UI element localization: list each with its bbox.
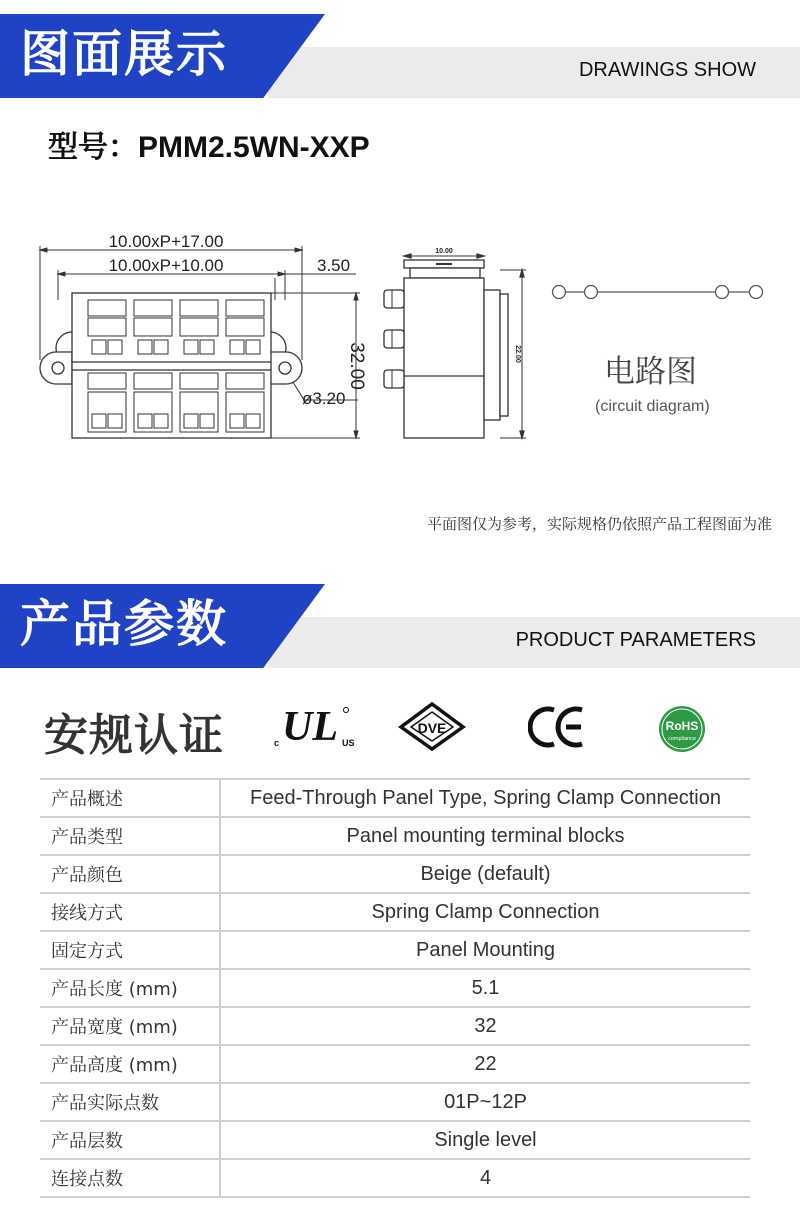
circuit-diagram: [553, 286, 763, 299]
terminal-opening: [200, 340, 214, 354]
param-value: 5.1: [220, 969, 750, 1007]
table-row: [40, 855, 750, 893]
drawing-disclaimer: 平面图仅为参考，实际规格仍依照产品工程图面为准: [426, 515, 772, 533]
side-width-label: 10.00: [435, 248, 453, 255]
drawings-title-zh: 图面展示: [20, 25, 228, 83]
terminal-opening: [108, 340, 122, 354]
drawings-section-header: [0, 14, 800, 98]
ul-logo-icon: [272, 702, 358, 750]
terminal-opening: [246, 414, 260, 428]
param-value: Spring Clamp Connection: [220, 893, 750, 931]
dim-pitch-label: 10.00xP+10.00: [108, 256, 224, 275]
svg-text:RoHS: RoHS: [665, 719, 699, 733]
param-value: Single level: [220, 1121, 750, 1159]
technical-drawing: [0, 220, 800, 460]
terminal-opening: [230, 340, 244, 354]
param-value: Feed-Through Panel Type, Spring Clamp Connection: [220, 779, 750, 817]
side-view: [384, 254, 526, 438]
param-label: 产品长度 (mm): [40, 969, 220, 1007]
terminal-opening: [108, 414, 122, 428]
param-label: 产品类型: [40, 817, 220, 855]
table-row: [40, 1007, 750, 1045]
table-row: [40, 1045, 750, 1083]
param-value: Beige (default): [220, 855, 750, 893]
terminal-opening: [138, 340, 152, 354]
svg-text:DVE: DVE: [417, 720, 447, 736]
terminal-cell: [134, 300, 172, 316]
svg-text:compliance: compliance: [668, 736, 696, 742]
terminal-opening: [230, 414, 244, 428]
param-label: 产品颜色: [40, 855, 220, 893]
svg-text:UL: UL: [282, 704, 338, 750]
parameters-title-zh: 产品参数: [20, 595, 228, 653]
vde-logo-icon: [398, 701, 466, 751]
terminal-opening: [138, 414, 152, 428]
svg-text:US: US: [342, 738, 355, 748]
model-number: 型号：PMM2.5WN-XXP: [48, 131, 370, 164]
terminal-cell: [88, 373, 126, 389]
terminal-cell: [226, 373, 264, 389]
terminal-opening: [184, 340, 198, 354]
terminal-opening: [200, 414, 214, 428]
terminal-opening: [154, 340, 168, 354]
parameters-table: [40, 778, 750, 1198]
dim-total-label: 10.00xP+17.00: [108, 232, 224, 251]
table-row: [40, 893, 750, 931]
table-row: [40, 1121, 750, 1159]
terminal-opening: [184, 414, 198, 428]
dim-hole-label: ø3.20: [302, 389, 346, 408]
terminal-cell: [226, 300, 264, 316]
table-row: [40, 1159, 750, 1197]
param-label: 产品高度 (mm): [40, 1045, 220, 1083]
terminal-cell: [88, 300, 126, 316]
param-value: 32: [220, 1007, 750, 1045]
terminal-cell: [134, 373, 172, 389]
param-label: 产品概述: [40, 779, 220, 817]
terminal-opening: [92, 340, 106, 354]
terminal-cell: [180, 300, 218, 316]
dim-offset-label: 3.50: [317, 256, 351, 275]
param-label: 固定方式: [40, 931, 220, 969]
param-label: 连接点数: [40, 1159, 220, 1197]
parameters-section-header: [0, 584, 800, 668]
side-height-label: 22.00: [514, 345, 521, 363]
table-row: [40, 931, 750, 969]
terminal-cell: [180, 318, 218, 336]
param-label: 产品层数: [40, 1121, 220, 1159]
dim-height-label: 32.00: [346, 342, 367, 390]
svg-text:c: c: [274, 738, 280, 748]
drawings-title-en: DRAWINGS SHOW: [578, 59, 756, 81]
param-label: 产品实际点数: [40, 1083, 220, 1121]
param-value: Panel Mounting: [220, 931, 750, 969]
terminal-cell: [88, 318, 126, 336]
terminal-opening: [92, 414, 106, 428]
param-value: Panel mounting terminal blocks: [220, 817, 750, 855]
param-label: 产品宽度 (mm): [40, 1007, 220, 1045]
table-row: [40, 817, 750, 855]
param-label: 接线方式: [40, 893, 220, 931]
parameters-title-en: PRODUCT PARAMETERS: [515, 629, 756, 651]
table-row: [40, 969, 750, 1007]
table-row: [40, 1083, 750, 1121]
table-row: [40, 779, 750, 817]
terminal-opening: [154, 414, 168, 428]
param-value: 4: [220, 1159, 750, 1197]
terminal-cell: [134, 318, 172, 336]
circuit-diagram-label-zh: 电路图: [604, 354, 697, 390]
param-value: 01P~12P: [220, 1083, 750, 1121]
ce-logo-icon: [528, 702, 590, 750]
circuit-diagram-label-en: (circuit diagram): [595, 398, 710, 415]
param-value: 22: [220, 1045, 750, 1083]
terminal-cell: [180, 373, 218, 389]
rohs-logo-icon: [654, 704, 710, 754]
terminal-opening: [246, 340, 260, 354]
terminal-cell: [226, 318, 264, 336]
certifications-title: 安规认证: [44, 710, 224, 761]
